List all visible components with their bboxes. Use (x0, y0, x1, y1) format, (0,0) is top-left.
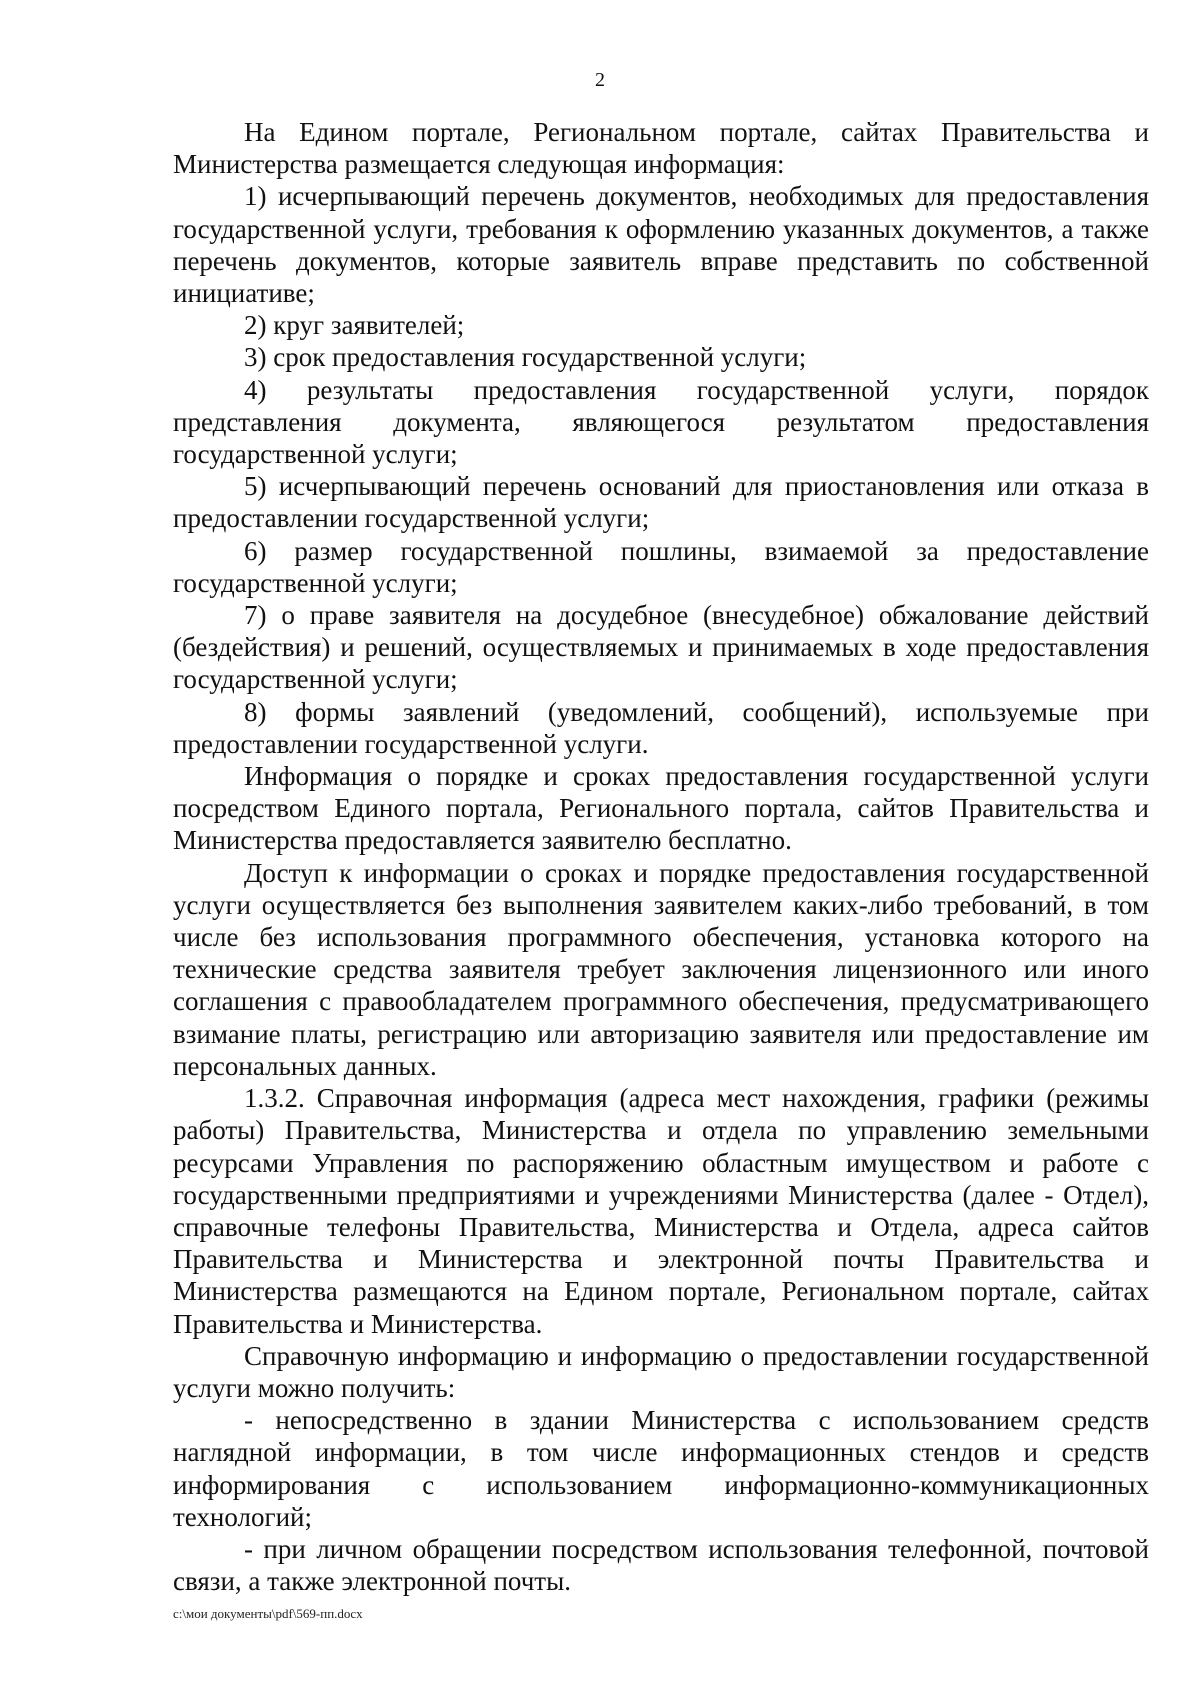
list-item-3: 3) срок предоставления государственной услуги; (244, 342, 807, 373)
paragraph-1-3-2: 1.3.2. Справочная информация (адреса мест нахождения, графики (режимы работы) Правительства, Министерства и отдела по управлению земельными ресурсами Управления по распоряжению областным имуществом и работе с государственными предприятиями и учреждениями Министерства (далее - Отдел), справочные телефоны Правительства, Министерства и Отдела, адреса сайтов Правительства и Министерства и электронной почты Правительства и Министерства размещаются на Едином портале, Региональном портале, сайтах Правительства и Министерства. (173, 1083, 1149, 1339)
list-item-2: 2) круг заявителей; (244, 310, 465, 341)
paragraph-how-to-obtain: Справочную информацию и информацию о предоставлении государственной услуги можно получить: (173, 1340, 1149, 1403)
dash-item-personal-contact: - при личном обращении посредством использования телефонной, почтовой связи, а также электронной почты. (173, 1533, 1149, 1597)
paragraph-intro: На Едином портале, Региональном портале, сайтах Правительства и Министерства размещается следующая информация: (173, 117, 1149, 180)
list-item-1: 1) исчерпывающий перечень документов, необходимых для предоставления государственной услуги, требования к оформлению указанных документов, а также перечень документов, которые заявитель вправе представить по собственной инициативе; (173, 181, 1149, 309)
list-item-7: 7) о праве заявителя на досудебное (внесудебное) обжалование действий (бездействия) и решений, осуществляемых и принимаемых в ходе предоставления государственной услуги; (173, 600, 1149, 695)
list-item-6: 6) размер государственной пошлины, взимаемой за предоставление государственной услуги; (173, 535, 1149, 598)
document-body (173, 116, 1149, 1597)
paragraph-access: Доступ к информации о сроках и порядке предоставления государственной услуги осуществляется без выполнения заявителем каких-либо требований, в том числе без использования программного обеспечения, установка которого на технические средства заявителя требует заключения лицензионного или иного соглашения с правообладателем программного обеспечения, предусматривающего взимание платы, регистрацию или авторизацию заявителя или предоставление им персональных данных. (173, 857, 1149, 1081)
dash-item-in-building: - непосредственно в здании Министерства с использованием средств наглядной информации, в том числе информационных стендов и средств информирования с использованием информационно-коммуникационных технологий; (173, 1405, 1149, 1532)
paragraph-free-info: Информация о порядке и сроках предоставления государственной услуги посредством Единого портала, Регионального портала, сайтов Правительства и Министерства предоставляется заявителю бесплатно. (173, 761, 1149, 856)
footer-file-path: c:\мои документы\pdf\569-пп.docx (173, 1606, 363, 1621)
page-number: 2 (595, 69, 605, 91)
list-item-4: 4) результаты предоставления государственной услуги, порядок представления документа, являющегося результатом предоставления государственной услуги; (173, 374, 1149, 470)
list-item-5: 5) исчерпывающий перечень оснований для приостановления или отказа в предоставлении государственной услуги; (173, 471, 1149, 534)
list-item-8: 8) формы заявлений (уведомлений, сообщений), используемые при предоставлении государственной услуги. (173, 696, 1149, 759)
